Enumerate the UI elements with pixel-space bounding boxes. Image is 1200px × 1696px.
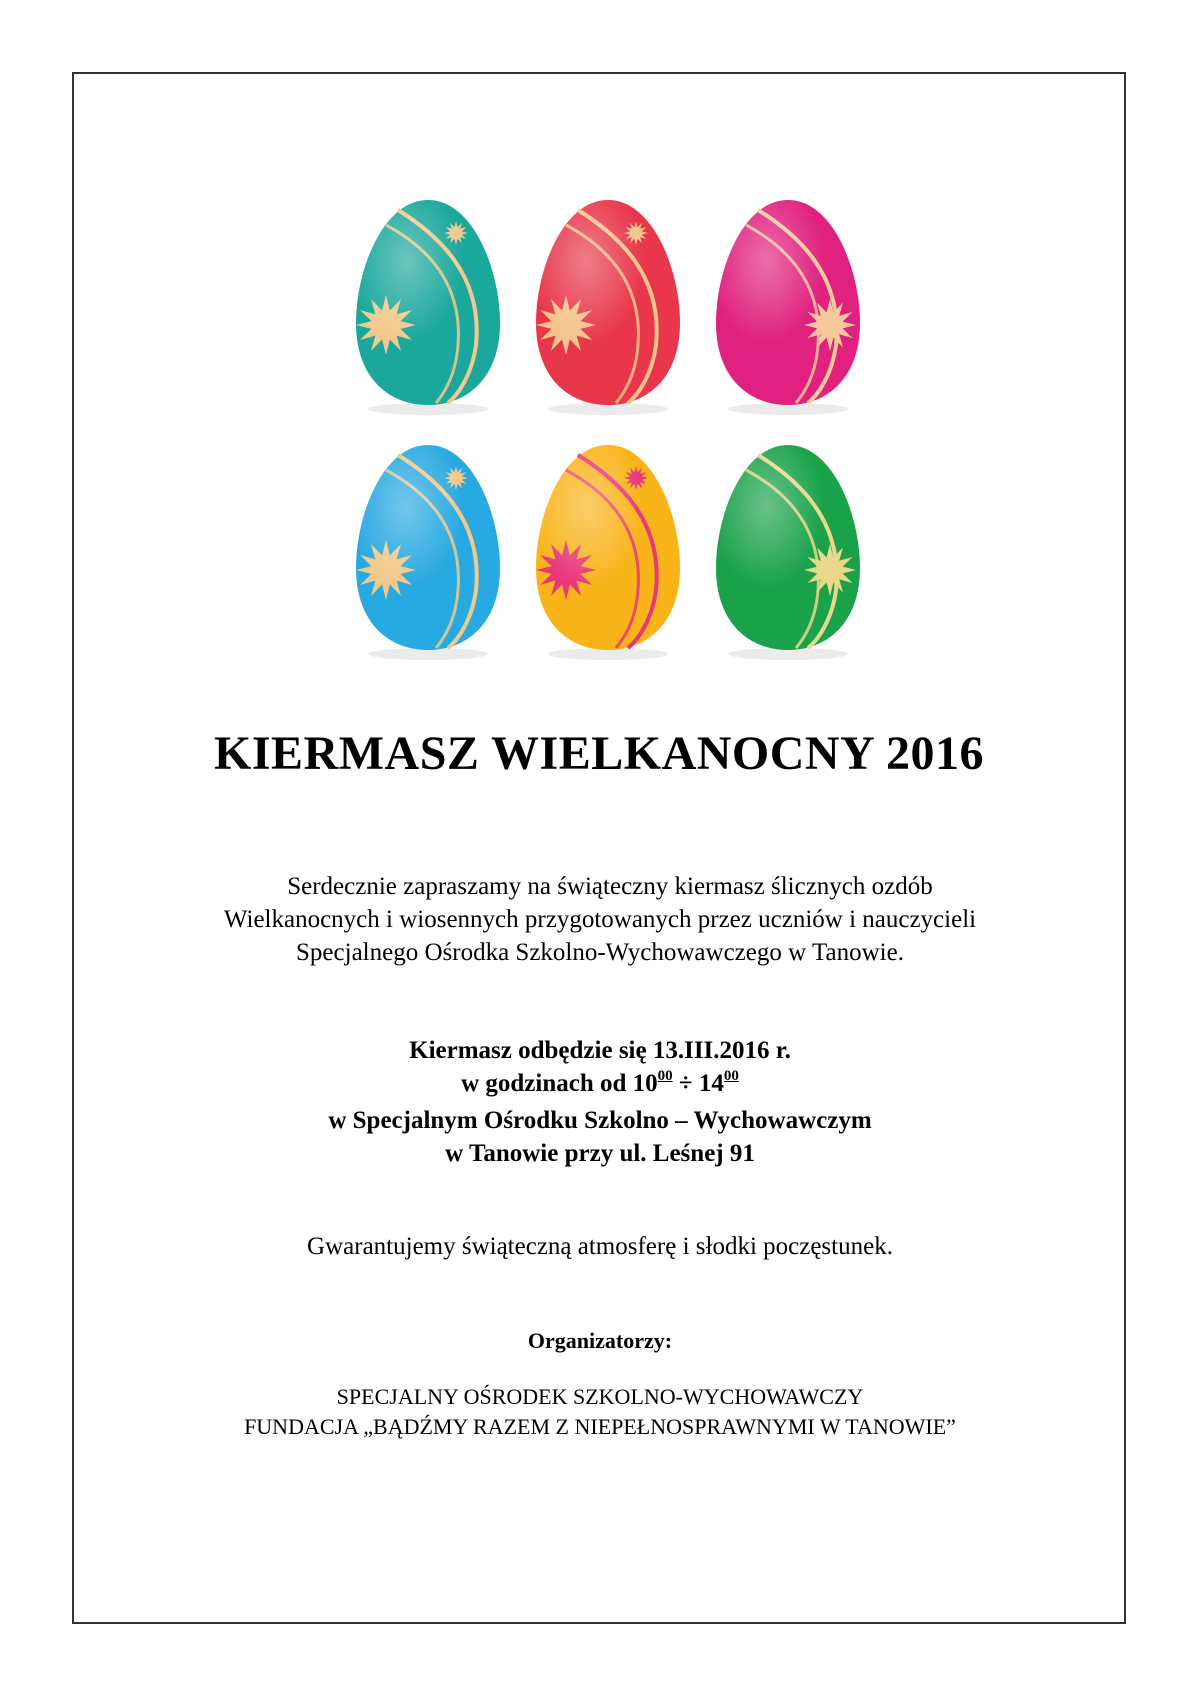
event-hours-start-minutes: 00	[657, 1068, 673, 1084]
organizers-heading: Organizatorzy:	[527, 1328, 673, 1353]
poster-title: KIERMASZ WIELKANOCNY 2016	[214, 727, 984, 780]
eggs-svg	[340, 190, 880, 670]
guarantee-text: Gwarantujemy świąteczną atmosferę i słodki poczęstunek.	[307, 1233, 893, 1260]
event-hours-end: ÷ 14	[672, 1070, 724, 1097]
invitation-text	[150, 870, 1050, 969]
event-address: w Tanowie przy ul. Leśnej 91	[445, 1140, 755, 1167]
easter-eggs-illustration	[340, 190, 880, 670]
organizers-list	[150, 1382, 1050, 1442]
event-details	[150, 1034, 1050, 1170]
invitation-line-3: Specjalnego Ośrodka Szkolno-Wychowawczego w Tanowie.	[296, 939, 904, 966]
yellow-egg	[536, 445, 680, 660]
event-hours	[150, 1067, 1050, 1104]
event-hours-end-minutes: 00	[723, 1068, 739, 1084]
green-egg	[716, 445, 860, 660]
teal-egg	[356, 200, 500, 415]
event-hours-start: w godzinach od 10	[461, 1070, 658, 1097]
event-date: Kiermasz odbędzie się 13.III.2016 r.	[409, 1037, 791, 1064]
event-venue: w Specjalnym Ośrodku Szkolno – Wychowawczym	[328, 1107, 872, 1134]
red-egg	[536, 200, 680, 415]
magenta-egg	[716, 200, 860, 415]
organizer-2: FUNDACJA „BĄDŹMY RAZEM Z NIEPEŁNOSPRAWNYMI W TANOWIE”	[244, 1414, 956, 1439]
invitation-line-2: Wielkanocnych i wiosennych przygotowanych przez uczniów i nauczycieli	[223, 906, 977, 933]
blue-egg	[356, 445, 500, 660]
invitation-line-1: Serdecznie zapraszamy na świąteczny kiermasz ślicznych ozdób	[287, 873, 933, 900]
organizer-1: SPECJALNY OŚRODEK SZKOLNO-WYCHOWAWCZY	[336, 1384, 864, 1409]
